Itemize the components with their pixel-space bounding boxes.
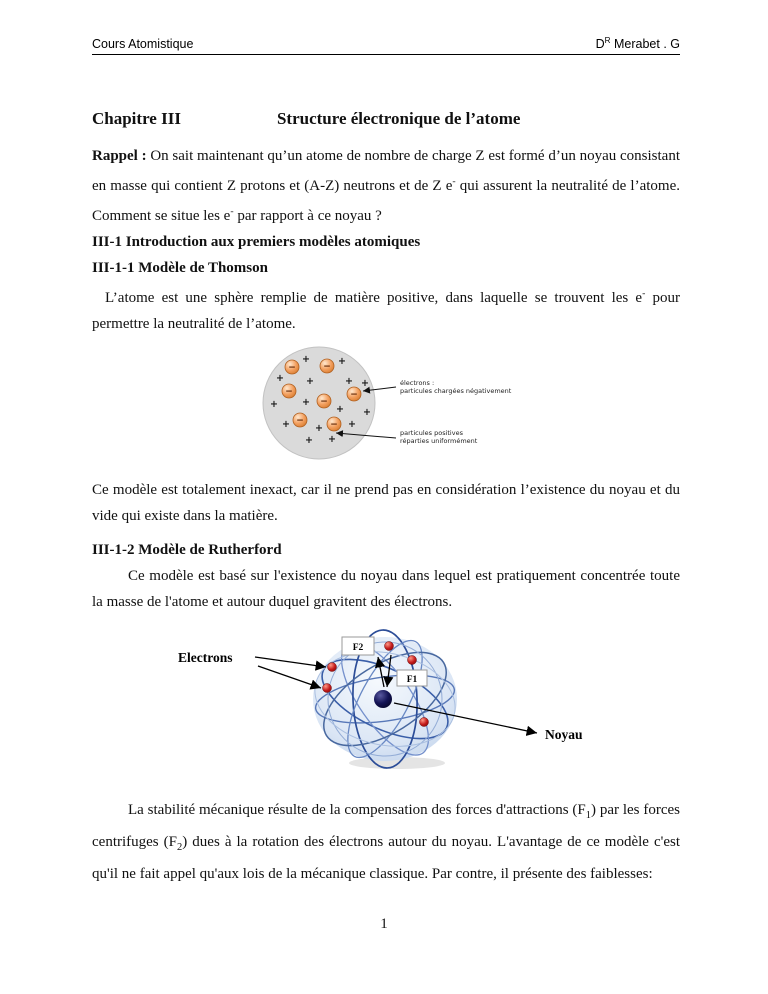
svg-text:+: + — [305, 435, 313, 447]
svg-text:particules positives: particules positives — [400, 429, 463, 438]
electrons-arrow-upper — [255, 657, 326, 667]
chapter-number: Chapitre III — [92, 109, 181, 129]
page-header — [92, 36, 680, 55]
rutherford-model-diagram — [92, 629, 712, 779]
atom-sphere — [306, 629, 464, 769]
svg-text:+: + — [361, 378, 369, 390]
svg-text:réparties uniformément: réparties uniformément — [400, 437, 478, 446]
thomson-model-figure — [254, 343, 680, 467]
svg-text:+: + — [328, 434, 336, 446]
rappel-paragraph: Rappel : On sait maintenant qu’un atome de nombre de charge Z est formé d’un noyau consistant en masse qui contient Z protons et (A-Z) neutrons et de Z e- qui assurent la neutralité de l’atome. Comment se situe les e- par rapport à ce noyau ? — [92, 148, 680, 225]
svg-text:−: − — [330, 420, 338, 431]
svg-text:+: + — [302, 397, 310, 409]
f1-label-box — [397, 670, 427, 686]
heading-thomson-model: III-1-1 Modèle de Thomson — [92, 260, 268, 277]
svg-text:−: − — [288, 363, 296, 374]
rutherford-paragraph: Ce modèle est basé sur l'existence du noyau dans lequel est pratiquement concentrée toute la masse de l'atome et autour duquel gravitent des électrons. — [92, 568, 680, 611]
thomson-conclusion-paragraph: Ce modèle est totalement inexact, car il ne prend pas en considération l’existence du noyau et du vide qui existe dans la matière. — [92, 482, 680, 525]
rappel-label: Rappel : — [92, 148, 147, 165]
thomson-model-diagram — [254, 343, 554, 467]
svg-text:−: − — [323, 362, 331, 373]
noyau-label: Noyau — [545, 727, 583, 743]
header-author: $D^R$ Merabet . G — [595, 36, 680, 52]
positive-annotation-label — [400, 429, 478, 445]
svg-text:F1: F1 — [406, 675, 418, 686]
f2-label-box — [342, 637, 374, 655]
heading-intro-models: III-1 Introduction aux premiers modèles atomiques — [92, 234, 421, 251]
svg-text:F2: F2 — [352, 643, 364, 654]
svg-text:+: + — [276, 373, 284, 385]
svg-text:−: − — [285, 387, 293, 398]
svg-text:+: + — [270, 399, 278, 411]
header-course-title: Cours Atomistique — [92, 37, 194, 52]
svg-text:+: + — [306, 376, 314, 388]
svg-text:+: + — [345, 376, 353, 388]
svg-text:+: + — [348, 419, 356, 431]
nucleus — [374, 690, 392, 708]
electrons-label: Electrons — [178, 650, 233, 666]
rutherford-model-figure — [92, 629, 680, 779]
svg-text:électrons :: électrons : — [400, 379, 435, 388]
svg-text:+: + — [363, 407, 371, 419]
thomson-paragraph: L’atome est une sphère remplie de matière positive, dans laquelle se trouvent les e- pour permettre la neutralité de l’atome. — [92, 288, 680, 333]
electrons-annotation-label — [400, 379, 512, 395]
svg-text:−: − — [350, 390, 358, 401]
stability-paragraph: La stabilité mécanique résulte de la compensation des forces d'attractions $(F_1)$ par les forces centrifuges $(F_2)$ dues à la rotation des électrons autour du noyau. L'avantage de ce modèle c'est qu'il ne fait appel qu'aux lois de la mécanique classique. Par contre, il présente des faiblesses: — [92, 802, 680, 883]
svg-text:−: − — [296, 416, 304, 427]
electrons-arrow-lower — [258, 666, 321, 688]
svg-text:+: + — [315, 423, 323, 435]
svg-text:particules chargées négativeme: particules chargées négativement — [400, 387, 512, 396]
heading-rutherford-model: III-1-2 Modèle de Rutherford — [92, 542, 282, 559]
chapter-title: Structure électronique de l’atome — [276, 109, 521, 129]
svg-text:+: + — [282, 419, 290, 431]
svg-text:+: + — [302, 354, 310, 366]
page-number: 1 — [380, 916, 388, 932]
svg-text:+: + — [336, 404, 344, 416]
chapter-title-row — [92, 109, 680, 129]
svg-text:−: − — [320, 397, 328, 408]
svg-text:+: + — [338, 356, 346, 368]
